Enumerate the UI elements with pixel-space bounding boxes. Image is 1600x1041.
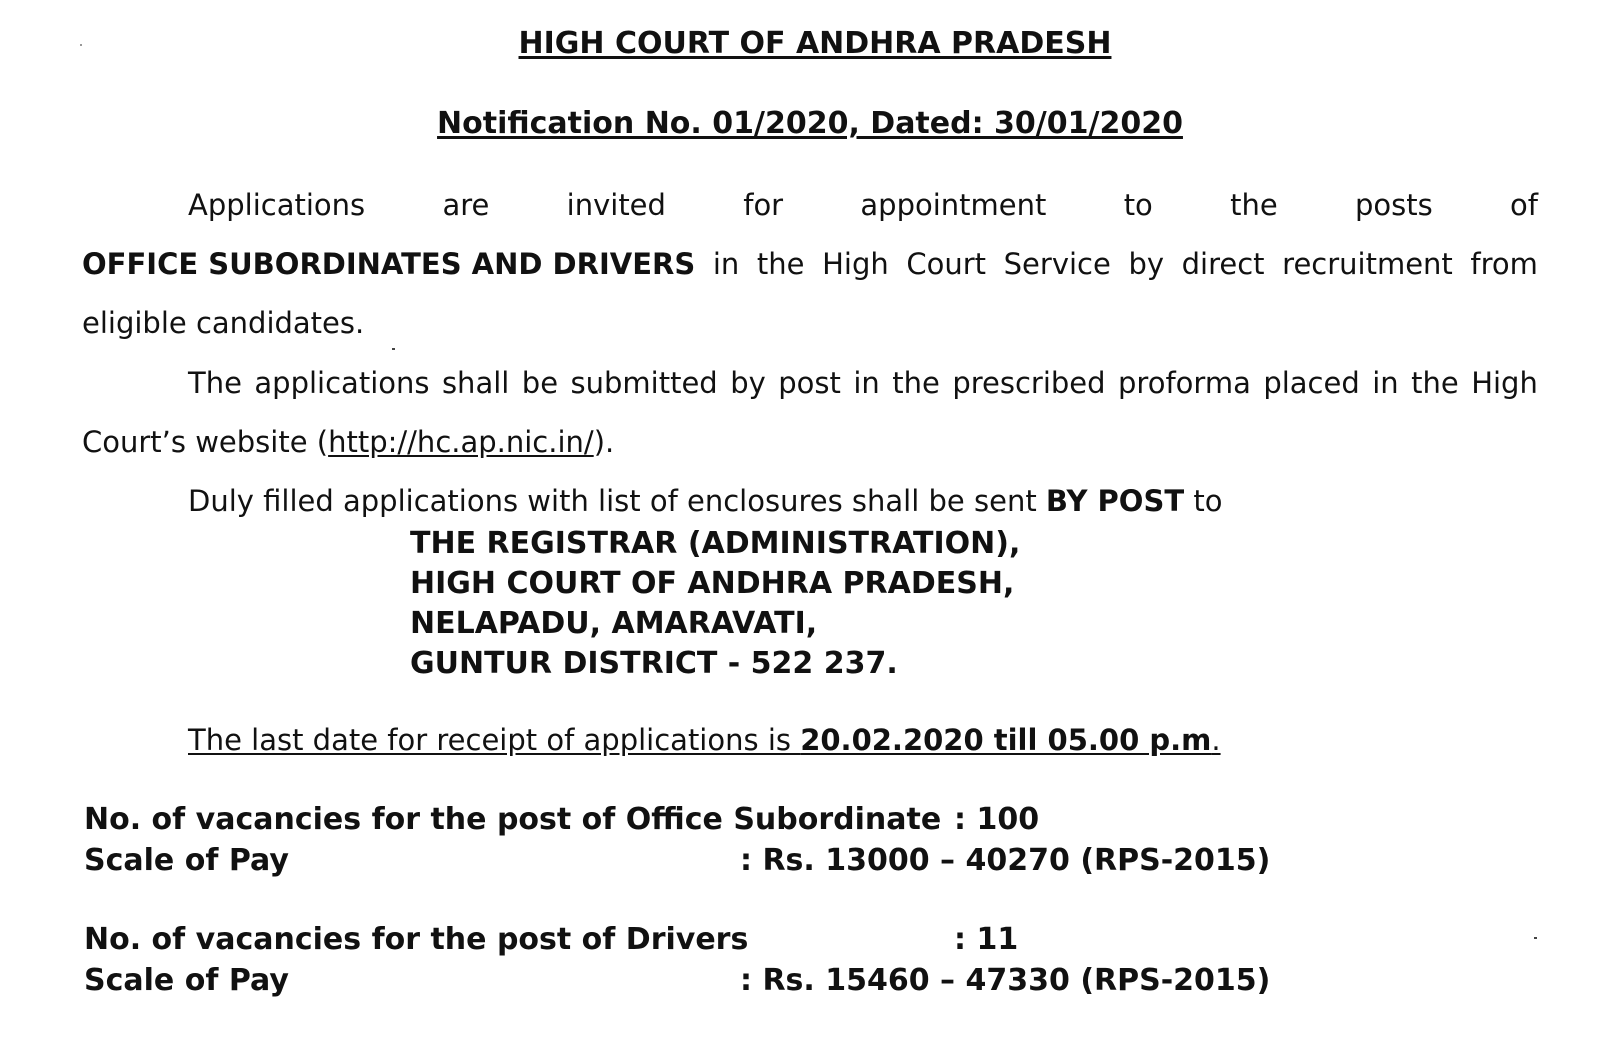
para1-word: Applications xyxy=(188,188,366,222)
office-subordinate-vacancies-label: No. of vacancies for the post of Office Subordinate xyxy=(84,802,942,837)
para1-line3: eligible candidates. xyxy=(82,306,365,340)
para1-word: High xyxy=(822,247,889,281)
last-date-value: 20.02.2020 till 05.00 p.m xyxy=(800,723,1212,757)
scan-speck xyxy=(80,44,82,46)
para2-word: The xyxy=(188,366,242,400)
para1-line2 xyxy=(82,246,1538,282)
registrar-address xyxy=(410,524,1020,684)
para2-word: in xyxy=(853,366,880,400)
notification-number: Notification No. 01/2020, Dated: 30/01/2020 xyxy=(437,106,1183,141)
para2-line2 xyxy=(82,424,614,460)
para3-line xyxy=(188,483,1222,519)
last-date-prefix: The last date for receipt of applications is xyxy=(188,723,801,757)
para2-word: placed xyxy=(1263,366,1360,400)
para1-word: of xyxy=(1510,188,1538,222)
para1-word: direct xyxy=(1181,247,1265,281)
address-line: GUNTUR DISTRICT - 522 237. xyxy=(410,646,898,681)
document-title: HIGH COURT OF ANDHRA PRADESH xyxy=(518,26,1112,61)
para1-word: appointment xyxy=(860,188,1047,222)
para1-line1 xyxy=(188,187,1538,223)
para2-prefix: Court’s website ( xyxy=(82,425,329,459)
para1-word: recruitment xyxy=(1282,247,1453,281)
drivers-vacancies-count: : 11 xyxy=(954,922,1019,957)
para1-word: the xyxy=(756,247,805,281)
para2-suffix: ). xyxy=(593,425,615,459)
para1-word: by xyxy=(1128,247,1165,281)
address-line: NELAPADU, AMARAVATI, xyxy=(410,606,818,641)
by-post-emphasis: BY POST xyxy=(1045,484,1185,518)
address-line: THE REGISTRAR (ADMINISTRATION), xyxy=(410,526,1021,561)
posts-name: OFFICE SUBORDINATES AND DRIVERS xyxy=(82,247,696,281)
para2-word: by xyxy=(730,366,766,400)
para2-word: submitted xyxy=(570,366,718,400)
para2-word: the xyxy=(892,366,940,400)
office-subordinate-vacancies-count: : 100 xyxy=(954,802,1040,837)
para2-word: prescribed xyxy=(952,366,1106,400)
para2-word: proforma xyxy=(1118,366,1251,400)
website-link[interactable]: http://hc.ap.nic.in/ xyxy=(328,425,594,459)
para3-prefix: Duly filled applications with list of enclosures shall be sent xyxy=(188,484,1046,518)
para2-word: applications xyxy=(254,366,430,400)
para1-word: Court xyxy=(906,247,987,281)
para3-suffix: to xyxy=(1184,484,1223,518)
last-date-suffix: . xyxy=(1211,723,1221,757)
office-subordinate-pay-label: Scale of Pay xyxy=(84,843,289,878)
para1-word: the xyxy=(1230,188,1278,222)
para1-word: to xyxy=(1123,188,1153,222)
para2-word: post xyxy=(778,366,841,400)
drivers-pay-scale: : Rs. 15460 – 47330 (RPS-2015) xyxy=(740,963,1271,998)
office-subordinate-pay-scale: : Rs. 13000 – 40270 (RPS-2015) xyxy=(740,843,1271,878)
para1-word: for xyxy=(743,188,784,222)
para2-word: shall xyxy=(441,366,510,400)
para2-word: the xyxy=(1411,366,1459,400)
drivers-vacancies-label: No. of vacancies for the post of Drivers xyxy=(84,922,749,957)
para1-word: invited xyxy=(566,188,666,222)
drivers-pay-label: Scale of Pay xyxy=(84,963,289,998)
scan-speck xyxy=(1534,937,1537,939)
para1-word: posts xyxy=(1355,188,1433,222)
para1-word: Service xyxy=(1003,247,1111,281)
para1-word: in xyxy=(712,247,740,281)
para2-word: in xyxy=(1372,366,1399,400)
para2-word: High xyxy=(1471,366,1538,400)
para1-word: from xyxy=(1470,247,1538,281)
address-line: HIGH COURT OF ANDHRA PRADESH, xyxy=(410,566,1015,601)
para2-line1 xyxy=(188,365,1538,401)
para1-word: are xyxy=(442,188,490,222)
para2-word: be xyxy=(521,366,559,400)
scan-speck xyxy=(392,348,395,350)
last-date-line xyxy=(188,722,1221,758)
